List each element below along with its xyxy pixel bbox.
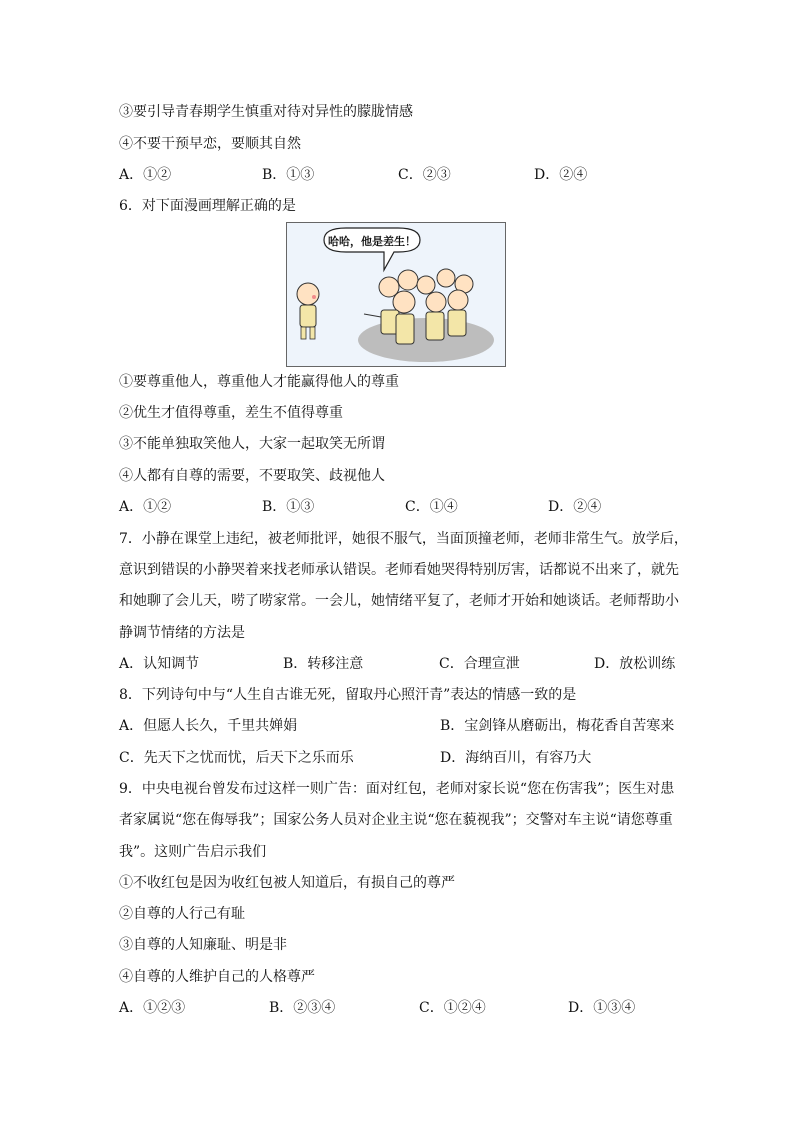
q9-item-3: ③自尊的人知廉耻、明是非 bbox=[119, 937, 287, 953]
q6-option-d: D．②④ bbox=[548, 499, 602, 515]
q7-stem-line-1: 7．小静在课堂上违纪，被老师批评，她很不服气，当面顶撞老师，老师非常生气。放学后， bbox=[119, 531, 688, 547]
q9-item-2: ②自尊的人行己有耻 bbox=[119, 906, 245, 922]
cartoon-speech-bubble: 哈哈，他是差生！ bbox=[328, 235, 416, 248]
cartoon-image bbox=[286, 222, 506, 367]
q9-stem-line-1: 9．中央电视台曾发布过这样一则广告：面对红包，老师对家长说“您在伤害我”；医生对患 bbox=[119, 781, 675, 797]
q7-stem-line-3: 和她聊了会儿天，唠了唠家常。一会儿，她情绪平复了，老师才开始和她谈话。老师帮助小 bbox=[119, 593, 679, 609]
q7-option-d: D．放松训练 bbox=[594, 656, 676, 672]
q9-option-b: B．②③④ bbox=[269, 1000, 336, 1016]
q7-option-a: A．认知调节 bbox=[119, 656, 200, 672]
q9-stem-line-2: 者家属说“您在侮辱我”；国家公务人员对企业主说“您在藐视我”；交警对车主说“请您尊重 bbox=[119, 812, 673, 828]
q6-item-2: ②优生才值得尊重，差生不值得尊重 bbox=[119, 405, 343, 421]
q5-option-a: A．①② bbox=[119, 167, 172, 183]
q9-option-d: D．①③④ bbox=[568, 1000, 636, 1016]
q6-option-c: C．①④ bbox=[405, 499, 458, 515]
q9-option-a: A．①②③ bbox=[119, 1000, 186, 1016]
q6-option-b: B．①③ bbox=[262, 499, 315, 515]
q5-item-3: ③要引导青春期学生慎重对待对异性的朦胧情感 bbox=[119, 104, 413, 120]
q6-item-4: ④人都有自尊的需要，不要取笑、歧视他人 bbox=[119, 468, 385, 484]
q7-option-c: C．合理宣泄 bbox=[439, 656, 520, 672]
q9-item-1: ①不收红包是因为收红包被人知道后，有损自己的尊严 bbox=[119, 875, 455, 891]
q6-item-3: ③不能单独取笑他人，大家一起取笑无所谓 bbox=[119, 436, 385, 452]
q8-option-c: C．先天下之忧而忧，后天下之乐而乐 bbox=[119, 750, 354, 766]
q5-option-d: D．②④ bbox=[534, 167, 588, 183]
q9-stem-line-3: 我”。这则广告启示我们 bbox=[119, 844, 267, 860]
q5-option-b: B．①③ bbox=[262, 167, 315, 183]
q9-item-4: ④自尊的人维护自己的人格尊严 bbox=[119, 969, 315, 985]
q7-option-b: B．转移注意 bbox=[283, 656, 364, 672]
q8-option-a: A．但愿人长久，千里共婵娟 bbox=[119, 718, 298, 734]
q5-item-4: ④不要干预早恋，要顺其自然 bbox=[119, 136, 301, 152]
q8-stem: 8．下列诗句中与“人生自古谁无死，留取丹心照汗青”表达的情感一致的是 bbox=[119, 687, 577, 703]
q6-item-1: ①要尊重他人，尊重他人才能赢得他人的尊重 bbox=[119, 374, 399, 390]
q5-option-c: C．②③ bbox=[398, 167, 451, 183]
q7-stem-line-2: 意识到错误的小静哭着来找老师承认错误。老师看她哭得特别厉害，话都说不出来了，就先 bbox=[119, 562, 679, 578]
q6-option-a: A．①② bbox=[119, 499, 172, 515]
q7-stem-line-4: 静调节情绪的方法是 bbox=[119, 625, 245, 641]
q9-option-c: C．①②④ bbox=[419, 1000, 486, 1016]
q8-option-b: B．宝剑锋从磨砺出，梅花香自苦寒来 bbox=[440, 718, 675, 734]
q6-stem: 6．对下面漫画理解正确的是 bbox=[119, 198, 296, 214]
q8-option-d: D．海纳百川，有容乃大 bbox=[440, 750, 592, 766]
